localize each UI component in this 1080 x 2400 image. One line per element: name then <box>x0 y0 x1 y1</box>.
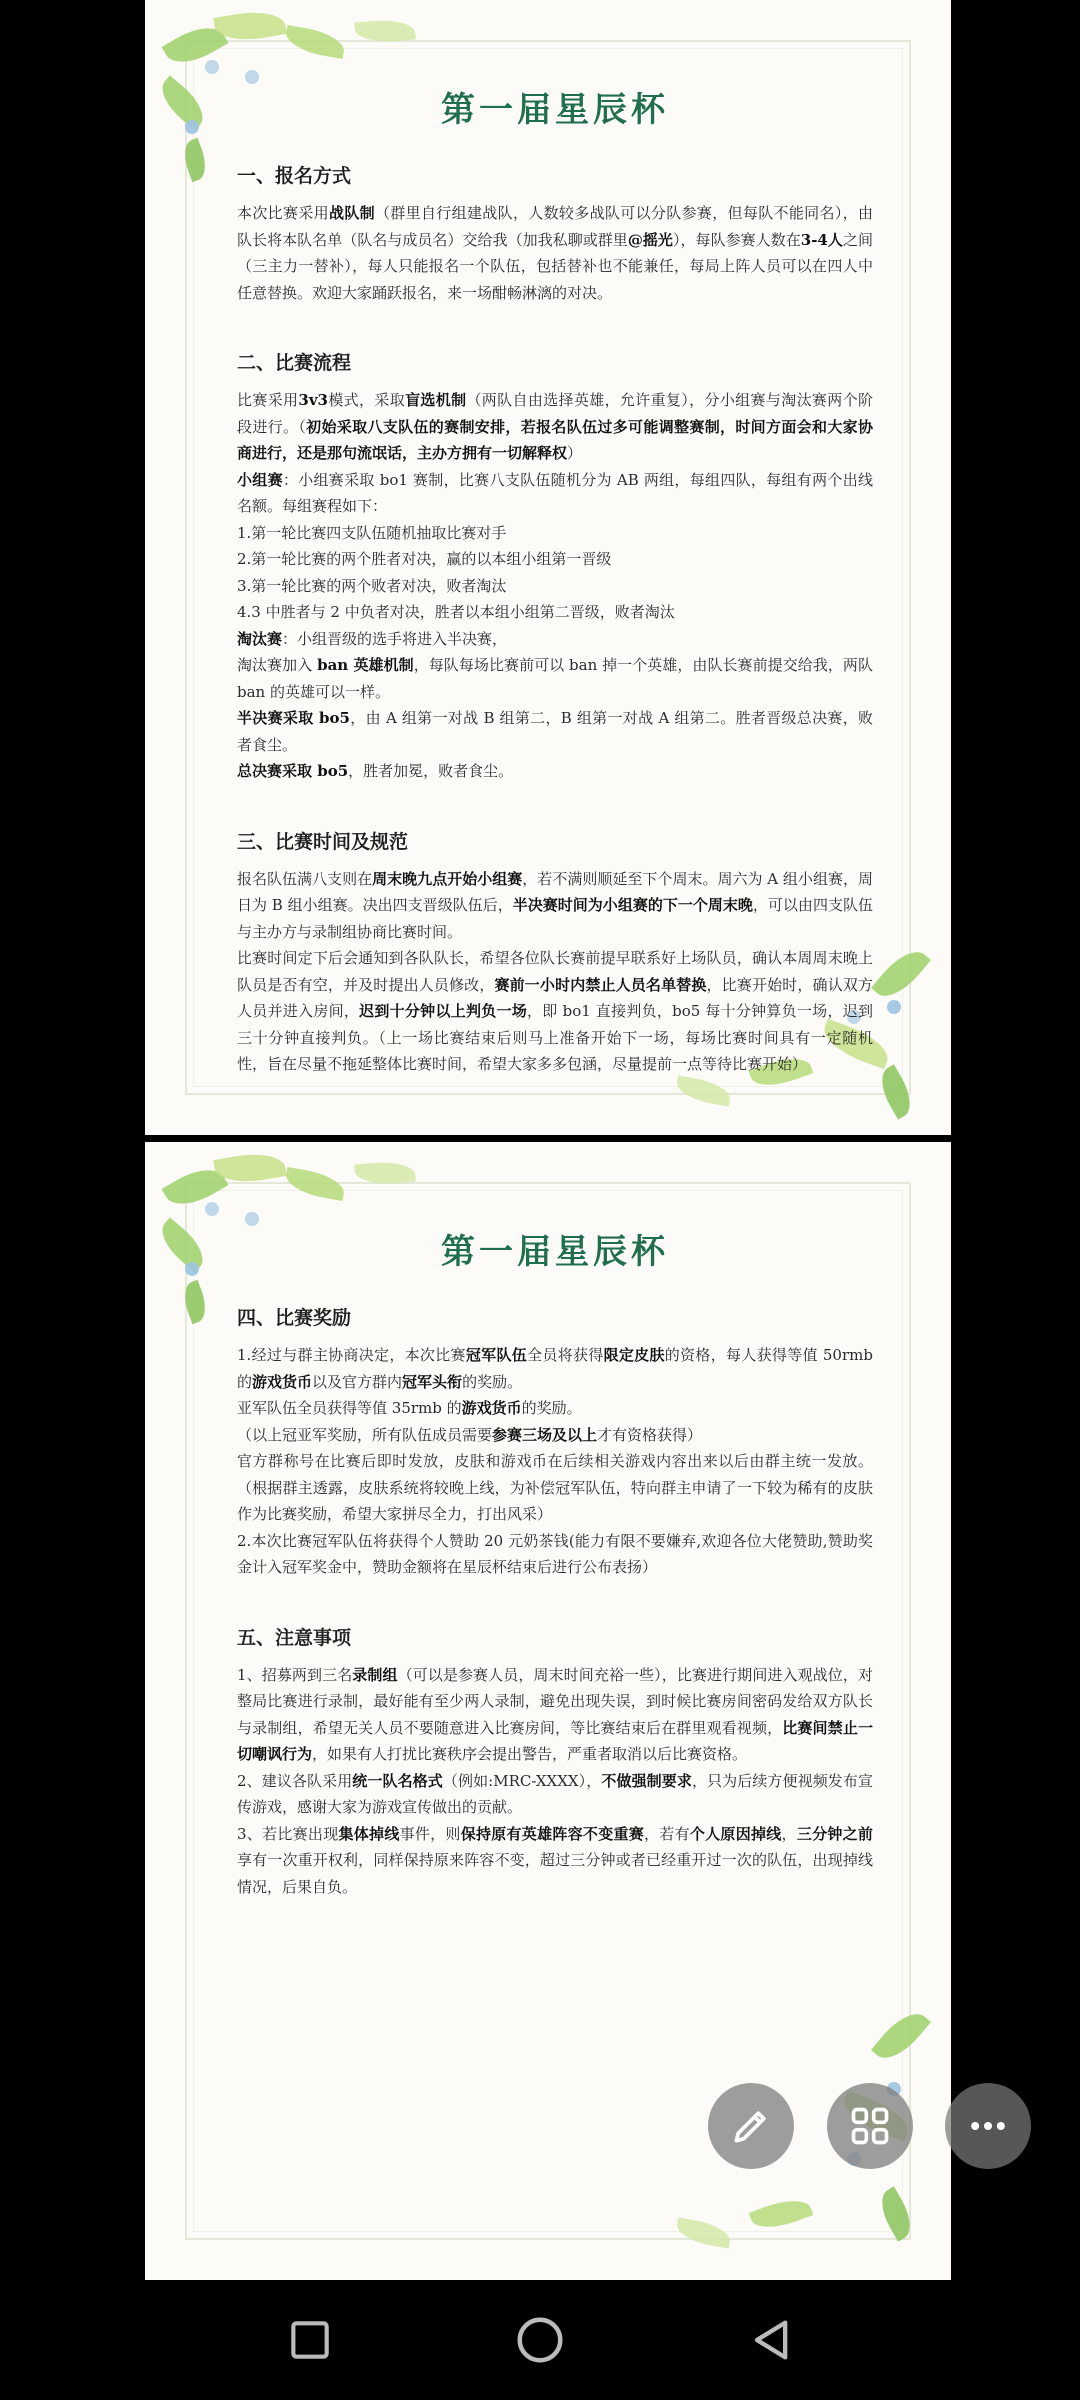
section-heading: 四、比赛奖励 <box>237 1307 352 1329</box>
document-page-1 <box>145 0 951 1135</box>
more-dots-icon <box>966 2104 1010 2148</box>
section-heading: 三、比赛时间及规范 <box>237 830 409 853</box>
section-paragraph: 总决赛采取 bo5，胜者加冕，败者食尘。 <box>237 762 514 780</box>
document-title: 第一届星辰杯 <box>441 90 669 130</box>
section-paragraph: 官方群称号在比赛后即时发放，皮肤和游戏币在后续相关游戏内容出来以后由群主统一发放。（根据群主透露，皮肤系统将较晚上线，为补偿冠军队伍，特向群主申请了一下较为稀有的皮肤作为比赛奖励，希望大家拼尽全力，打出风采） <box>237 1452 873 1523</box>
document-title: 第一届星辰杯 <box>441 1232 669 1272</box>
back-icon <box>744 2314 796 2366</box>
page-1-content <box>237 82 873 1078</box>
section-paragraph: 4.3 中胜者与 2 中负者对决，胜者以本组小组第二晋级，败者淘汰 <box>237 603 675 621</box>
section-paragraph: 1、招募两到三名录制组（可以是参赛人员，周末时间充裕一些），比赛进行期间进入观战位，对整局比赛进行录制，最好能有至少两人录制，避免出现失误，到时候比赛房间密码发给双方队长与录制组，希望无关人员不要随意进入比赛房间，等比赛结束后在群里观看视频，比赛间禁止一切嘲讽行为，如果有人打扰比赛秩序会提出警告，严重者取消以后比赛资格。 <box>237 1665 873 1763</box>
section-gap <box>237 785 873 813</box>
section-paragraph: 2、建议各队采用统一队名格式（例如:MRC-XXXX），不做强制要求，只为后续方便视频发布宣传游戏，感谢大家为游戏宣传做出的贡献。 <box>237 1771 873 1816</box>
section-paragraph: 淘汰赛：小组晋级的选手将进入半决赛， <box>237 629 508 648</box>
pencil-icon <box>729 2104 773 2148</box>
grid-icon <box>848 2104 892 2148</box>
more-button[interactable] <box>945 2083 1031 2169</box>
apps-button[interactable] <box>827 2083 913 2169</box>
system-navigation-bar <box>0 2280 1080 2400</box>
edit-button[interactable] <box>708 2083 794 2169</box>
section-paragraph: 本次比赛采用战队制（群里自行组建战队，人数较多战队可以分队参赛，但每队不能同名），由队长将本队名单（队名与成员名）交给我（加我私聊或群里@摇光），每队参赛人数在3-4人之间（三主力一替补），每人只能报名一个队伍，包括替补也不能兼任，每局上阵人员可以在四人中任意替换。欢迎大家踊跃报名，来一场酣畅淋漓的对决。 <box>237 204 873 302</box>
section-heading: 一、报名方式 <box>237 165 352 187</box>
section-paragraph: 3、若比赛出现集体掉线事件，则保持原有英雄阵容不变重赛，若有个人原因掉线，三分钟之前享有一次重开权利，同样保持原来阵容不变，超过三分钟或者已经重开过一次的队伍，出现掉线情况，后果自负。 <box>237 1824 873 1896</box>
section-paragraph: 1.经过与群主协商决定，本次比赛冠军队伍全员将获得限定皮肤的资格，每人获得等值 50rmb 的游戏货币以及官方群内冠军头衔的奖励。 <box>237 1346 873 1391</box>
section-paragraph: 半决赛采取 bo5，由 A 组第一对战 B 组第二，B 组第一对战 A 组第二。胜者晋级总决赛，败者食尘。 <box>237 709 874 754</box>
section-heading: 五、注意事项 <box>237 1626 352 1649</box>
recent-apps-button[interactable] <box>278 2308 342 2372</box>
section-gap <box>237 1581 873 1609</box>
section-paragraph: 报名队伍满八支则在周末晚九点开始小组赛，若不满则顺延至下个周末。周六为 A 组小组赛，周日为 B 组小组赛。决出四支晋级队伍后，半决赛时间为小组赛的下一个周末晚，可以由四支队伍与主办方与录制组协商比赛时间。 <box>237 869 873 941</box>
section-paragraph: 淘汰赛加入 ban 英雄机制，每队每场比赛前可以 ban 掉一个英雄，由队长赛前提交给我，两队 ban 的英雄可以一样。 <box>237 656 873 701</box>
section-gap <box>237 306 873 334</box>
home-icon <box>513 2313 567 2367</box>
page-2-content <box>237 1224 873 1900</box>
section-paragraph: 2.本次比赛冠军队伍将获得个人赞助 20 元奶茶钱(能力有限不要嫌弃,欢迎各位大佬赞助,赞助奖金计入冠军奖金中，赞助金额将在星辰杯结束后进行公布表扬） <box>237 1531 873 1576</box>
recent-apps-icon <box>285 2315 335 2365</box>
section-heading: 二、比赛流程 <box>237 352 352 374</box>
section-paragraph: 2.第一轮比赛的两个胜者对决，赢的以本组小组第一晋级 <box>237 550 612 568</box>
section-paragraph: 3.第一轮比赛的两个败者对决，败者淘汰 <box>237 576 507 595</box>
section-paragraph: （以上冠亚军奖励，所有队伍成员需要参赛三场及以上才有资格获得） <box>237 1425 703 1444</box>
home-button[interactable] <box>508 2308 572 2372</box>
section-paragraph: 亚军队伍全员获得等值 35rmb 的游戏货币的奖励。 <box>237 1399 582 1417</box>
section-paragraph: 1.第一轮比赛四支队伍随机抽取比赛对手 <box>237 523 507 542</box>
section-paragraph: 小组赛：小组赛采取 bo1 赛制，比赛八支队伍随机分为 AB 两组，每组四队，每组有两个出线名额。每组赛程如下： <box>237 470 873 515</box>
section-paragraph: 比赛时间定下后会通知到各队队长，希望各位队长赛前提早联系好上场队员，确认本周周末晚上队员是否有空，并及时提出人员修改，赛前一小时内禁止人员名单替换，比赛开始时，确认双方人员并进入房间，迟到十分钟以上判负一场，即 bo1 直接判负，bo5 每十分钟算负一场，迟到三十分钟直接判负。（上一场比赛结束后则马上准备开始下一场，每场比赛时间具有一定随机性，旨在尽量不拖延整体比赛时间，希望大家多多包涵，尽量提前一点等待比赛开始） <box>237 949 873 1073</box>
section-paragraph: 比赛采用3v3模式，采取盲选机制（两队自由选择英雄，允许重复），分小组赛与淘汰赛两个阶段进行。（初始采取八支队伍的赛制安排，若报名队伍过多可能调整赛制，时间方面会和大家协商进行，还是那句流氓话，主办方拥有一切解释权） <box>237 391 873 462</box>
back-button[interactable] <box>738 2308 802 2372</box>
